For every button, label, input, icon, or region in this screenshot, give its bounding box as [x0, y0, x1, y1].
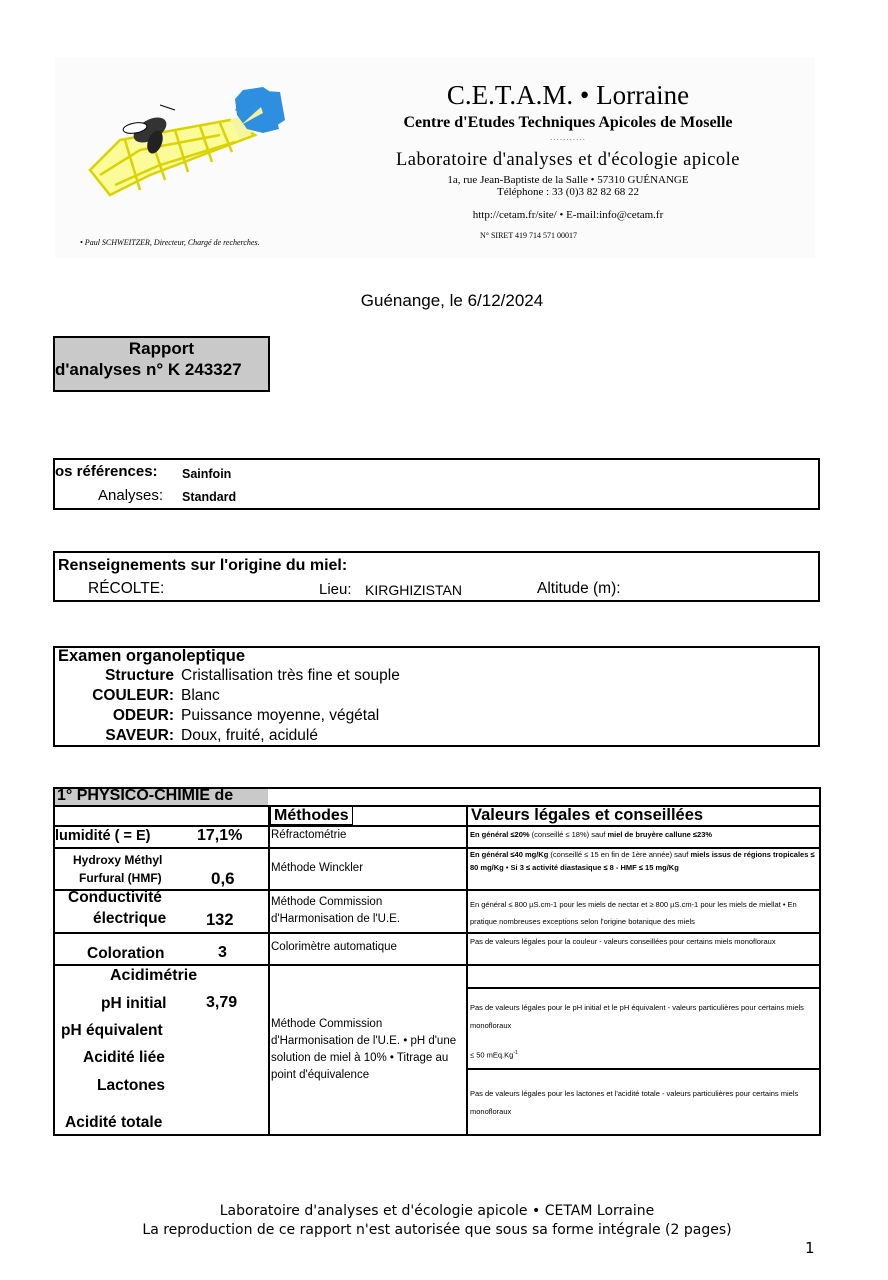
- report-number-box: [53, 336, 270, 392]
- org-name: C.E.T.A.M. • Lorraine: [446, 80, 690, 110]
- humidite-label: lumidité ( = E): [55, 828, 151, 844]
- recolte-label: RÉCOLTE:: [88, 580, 165, 597]
- acidite-liee-label: Acidité liée: [83, 1049, 165, 1066]
- lieu-value: KIRGHIZISTAN: [365, 582, 462, 598]
- footer-line-2: La reproduction de ce rapport n'est autorisée que sous sa forme intégrale (2 pages): [142, 1222, 732, 1238]
- conductivite-label-1: Conductivité: [68, 889, 162, 906]
- siret: N° SIRET 419 714 571 00017: [480, 231, 578, 240]
- conductivite-method-2: d'Harmonisation de l'U.E.: [271, 913, 401, 925]
- structure-row: [58, 666, 400, 686]
- odeur-row: [58, 706, 400, 726]
- hmf-method: Méthode Winckler: [271, 862, 364, 874]
- organoleptic-title: Examen organoleptique: [58, 647, 246, 665]
- row-line-1: [55, 825, 820, 827]
- hmf-legal: [470, 848, 815, 874]
- coloration-label: Coloration: [87, 945, 165, 962]
- couleur-value: Blanc: [181, 687, 220, 704]
- address: 1a, rue Jean-Baptiste de la Salle • 57310 GUÉNANGE: [447, 174, 689, 186]
- phone: Téléphone : 33 (0)3 82 82 68 22: [496, 186, 640, 198]
- coloration-value: 3: [218, 944, 227, 961]
- references-box: [53, 458, 820, 510]
- acidite-totale-label: Acidité totale: [65, 1114, 163, 1131]
- saveur-value: Doux, fruité, acidulé: [181, 727, 318, 744]
- lactones-label: Lactones: [97, 1077, 166, 1094]
- row-line-3: [55, 889, 820, 891]
- lab-name: Laboratoire d'analyses et d'écologie apicole: [395, 150, 741, 170]
- col-header-values: Valeurs légales et conseillées: [468, 806, 706, 824]
- analyses-label: Analyses:: [98, 487, 164, 504]
- odeur-label: ODEUR:: [112, 707, 174, 724]
- conductivite-legal: En général ≤ 800 µS.cm-1 pour les miels de nectar et ≥ 800 µS.cm-1 pour les miels de miellat • En pratique nombreuses exceptions selon l'origine botanique des miels: [470, 900, 797, 926]
- lieu-label: Lieu:: [319, 581, 352, 598]
- references-value: Sainfoin: [182, 467, 232, 481]
- col-divider-1: [268, 806, 270, 1135]
- hmf-legal-bold2: miels issus de régions tropicales ≤ 80 mg/Kg • Si 3 ≤ activité diastasique ≤ 8 - HMF ≤ 15 mg/Kg: [470, 850, 815, 872]
- report-title: Rapport: [128, 339, 195, 358]
- humidite-legal-bold1: En général ≤20%: [470, 830, 530, 839]
- conductivite-label-2: électrique: [93, 910, 167, 927]
- odeur-value: Puissance moyenne, végétal: [181, 707, 380, 724]
- acidimetrie-title: Acidimétrie: [110, 967, 198, 984]
- hmf-label-1: Hydroxy Méthyl: [73, 853, 163, 867]
- structure-label: Structure: [105, 667, 174, 684]
- humidite-value: 17,1%: [197, 827, 243, 844]
- divider-dots: ...........: [550, 132, 586, 142]
- hmf-legal-bold1: En général ≤40 mg/Kg: [470, 850, 549, 859]
- organoleptic-rows: [58, 666, 400, 746]
- coloration-legal: Pas de valeurs légales pour la couleur - valeurs conseillées pour certains miels monofloraux: [470, 937, 776, 946]
- col-header-methods: Méthodes: [270, 806, 353, 825]
- hmf-legal-norm: (conseillé ≤ 15 en fin de 1ère année) sauf: [548, 850, 691, 859]
- structure-value: Cristallisation très fine et souple: [181, 667, 400, 684]
- hmf-value: 0,6: [211, 869, 235, 888]
- acidite-liee-legal-text: ≤ 50 mEq.Kg: [470, 1050, 514, 1060]
- conductivite-method-1: Méthode Commission: [271, 896, 383, 908]
- ph-initial-value: 3,79: [206, 994, 238, 1011]
- page-number: 1: [805, 1239, 815, 1257]
- row-line-7: [468, 1068, 820, 1070]
- france-map-icon: [233, 85, 281, 135]
- references-label: os références:: [55, 463, 158, 480]
- ph-legal: Pas de valeurs légales pour le pH initial et le pH équivalent - valeurs particulières pour certains miels monofloraux: [470, 1003, 804, 1030]
- ph-initial-label: pH initial: [101, 995, 167, 1012]
- conductivite-method: [271, 894, 400, 928]
- lactones-legal: Pas de valeurs légales pour les lactones et l'acidité totale - valeurs particulières pour certains miels monofloraux: [470, 1089, 799, 1116]
- humidite-method: Réfractométrie: [271, 829, 347, 841]
- saveur-row: [58, 726, 400, 746]
- director: • Paul SCHWEITZER, Directeur, Chargé de recherches.: [80, 238, 260, 247]
- col-divider-2: [466, 806, 468, 1135]
- ph-equiv-label: pH équivalent: [61, 1022, 163, 1039]
- couleur-row: [58, 686, 400, 706]
- acidimetrie-method: Méthode Commission d'Harmonisation de l'U.E. • pH d'une solution de miel à 10% • Titrage au point d'équivalence: [271, 1018, 457, 1081]
- couleur-label: COULEUR:: [92, 687, 174, 704]
- address-block: [352, 174, 784, 198]
- row-line-6: [468, 987, 820, 989]
- humidite-legal: [470, 830, 815, 840]
- altitude-label: Altitude (m):: [537, 580, 621, 597]
- conductivite-value: 132: [206, 911, 234, 929]
- web-email: http://cetam.fr/site/ • E-mail:info@cetam.fr: [472, 209, 664, 221]
- date-line: Guénange, le 6/12/2024: [360, 291, 544, 310]
- humidite-legal-bold2: miel de bruyère callune ≤23%: [607, 830, 713, 839]
- org-full-name: Centre d'Etudes Techniques Apicoles de Moselle: [403, 114, 733, 131]
- analyses-value: Standard: [182, 490, 237, 504]
- acidite-liee-legal: [470, 1050, 518, 1060]
- footer-line-1: Laboratoire d'analyses et d'écologie apicole • CETAM Lorraine: [219, 1203, 655, 1219]
- hmf-label-2: Furfural (HMF): [79, 871, 162, 885]
- humidite-legal-norm: (conseillé ≤ 18%) sauf: [529, 830, 608, 839]
- acidite-liee-legal-sup: -1: [513, 1050, 518, 1056]
- coloration-method: Colorimètre automatique: [271, 941, 397, 953]
- report-number: d'analyses n° K 243327: [55, 360, 242, 379]
- origin-title: Renseignements sur l'origine du miel:: [58, 557, 348, 574]
- row-line-5: [55, 964, 820, 966]
- physico-title: 1° PHYSICO-CHIMIE de: [57, 787, 234, 804]
- saveur-label: SAVEUR:: [105, 727, 174, 744]
